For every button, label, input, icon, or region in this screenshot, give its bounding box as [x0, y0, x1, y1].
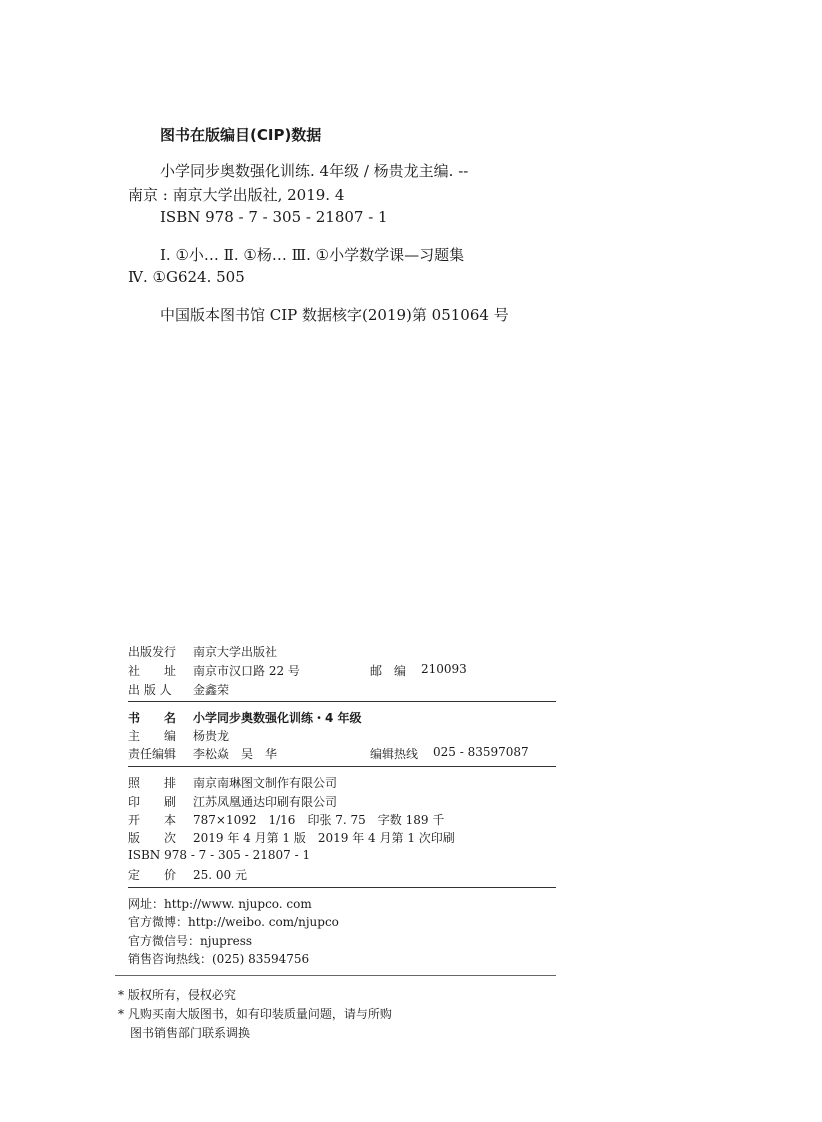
hotline-label: 编辑热线: [370, 747, 419, 761]
website-text: 网址：http://www. njupco. com: [128, 897, 312, 911]
quality-note-continued: 图书销售部门联系调换: [130, 1026, 251, 1040]
printing-label: 印 刷: [128, 795, 177, 809]
book-title-label: 书 名: [128, 711, 177, 725]
cip-title-line: 小学同步奥数强化训练. 4年级 / 杨贵龙主编. --: [160, 162, 469, 180]
copyright-note: * 版权所有，侵权必究: [118, 988, 236, 1002]
divider: [128, 887, 556, 888]
issuer-value: 南京大学出版社: [193, 645, 278, 659]
editor-value: 杨贵龙: [193, 729, 230, 743]
divider: [115, 975, 556, 976]
wechat-text: 官方微信号：njupress: [128, 934, 253, 948]
hotline-value: 025 - 83597087: [433, 745, 529, 759]
publisher-person-value: 金鑫荣: [193, 683, 230, 697]
publisher-person-label: 出 版 人: [128, 683, 172, 697]
price-value: 25. 00 元: [193, 868, 247, 882]
printing-value: 江苏凤凰通达印刷有限公司: [193, 795, 338, 809]
responsible-editor-value: 李松焱 吴 华: [193, 747, 278, 761]
cip-publisher-line: 南京 : 南京大学出版社, 2019. 4: [128, 186, 345, 204]
format-value: 787×1092 1/16 印张 7. 75 字数 189 千: [193, 813, 445, 827]
edition-value: 2019 年 4 月第 1 版 2019 年 4 月第 1 次印刷: [193, 831, 455, 845]
price-label: 定 价: [128, 868, 177, 882]
responsible-editor-label: 责任编辑: [128, 747, 177, 761]
postcode-value: 210093: [421, 662, 467, 676]
format-label: 开 本: [128, 813, 177, 827]
sales-hotline-text: 销售咨询热线：(025) 83594756: [128, 952, 310, 966]
edition-label: 版 次: [128, 831, 177, 845]
typeset-label: 照 排: [128, 776, 177, 790]
weibo-text: 官方微博：http://weibo. com/njupco: [128, 915, 339, 929]
address-label: 社 址: [128, 664, 177, 678]
cip-record-number: 中国版本图书馆 CIP 数据核字(2019)第 051064 号: [160, 306, 509, 324]
isbn-text: ISBN 978 - 7 - 305 - 21807 - 1: [128, 848, 311, 862]
issuer-label: 出版发行: [128, 645, 177, 659]
typeset-value: 南京南琳图文制作有限公司: [193, 776, 338, 790]
divider: [128, 766, 556, 767]
address-value: 南京市汉口路 22 号: [193, 664, 300, 678]
quality-note: * 凡购买南大版图书，如有印装质量问题，请与所购: [118, 1007, 392, 1021]
postcode-label: 邮 编: [370, 664, 407, 678]
cip-classification-number: Ⅳ. ①G624. 505: [128, 268, 245, 286]
cip-isbn-line: ISBN 978 - 7 - 305 - 21807 - 1: [160, 208, 388, 226]
cip-classification-line: Ⅰ. ①小… Ⅱ. ①杨… Ⅲ. ①小学数学课—习题集: [160, 246, 465, 264]
book-title-value: 小学同步奥数强化训练・4 年级: [193, 711, 362, 725]
editor-label: 主 编: [128, 729, 177, 743]
cip-heading: 图书在版编目(CIP)数据: [160, 126, 322, 144]
divider: [128, 701, 556, 702]
